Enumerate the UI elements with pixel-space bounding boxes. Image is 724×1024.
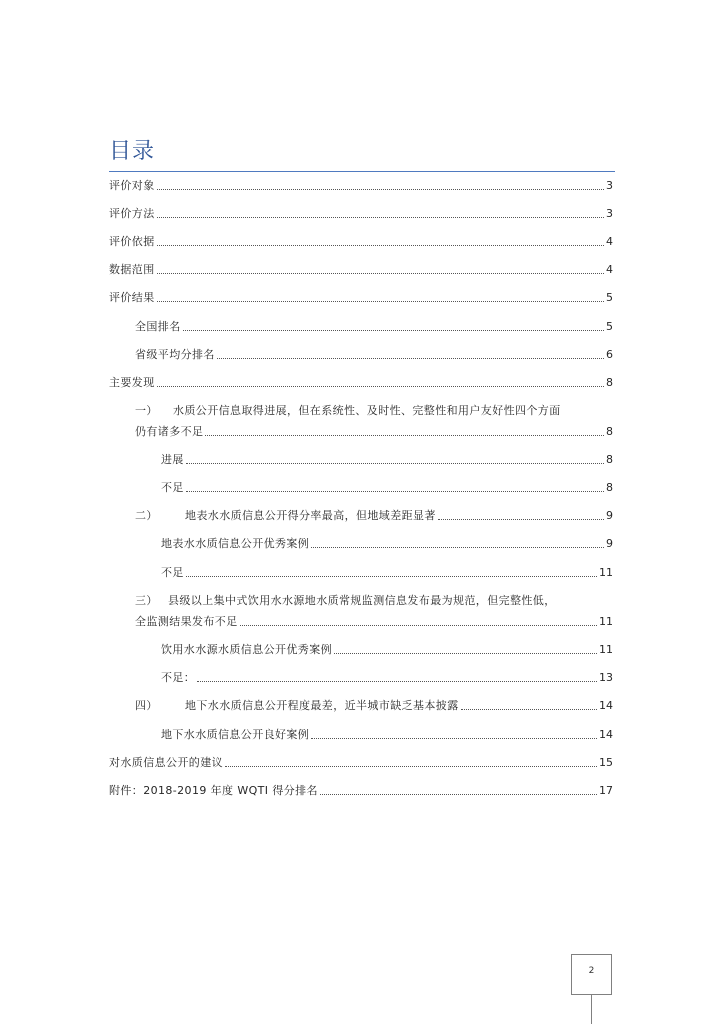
toc-entry-page: 15 <box>599 756 613 769</box>
dot-leader <box>311 547 604 548</box>
toc-entry-label: 地表水水质信息公开得分率最高，但地域差距显著 <box>185 509 436 522</box>
toc-entry-page: 11 <box>599 615 613 628</box>
page-number: 2 <box>588 966 595 976</box>
dot-leader <box>157 273 604 274</box>
toc-entry[interactable] <box>161 537 613 551</box>
toc-entry-page: 8 <box>606 453 613 466</box>
toc-entry-label-line1: 县级以上集中式饮用水水源地水质常规监测信息发布最为规范，但完整性低， <box>168 594 556 607</box>
dot-leader <box>157 245 604 246</box>
page-number-connector <box>591 995 592 1024</box>
toc-entry-page: 4 <box>606 263 613 276</box>
toc-entry-label: 数据范围 <box>109 263 155 276</box>
toc-entry[interactable] <box>161 728 613 742</box>
toc-entry[interactable] <box>109 207 613 221</box>
toc-entry[interactable] <box>109 235 613 249</box>
title-divider <box>109 171 615 172</box>
toc-entry-page: 8 <box>606 425 613 438</box>
toc-entry[interactable] <box>135 348 613 362</box>
toc-entry-page: 13 <box>599 671 613 684</box>
toc-entry-label: 主要发现 <box>109 376 155 389</box>
toc-entry[interactable] <box>109 784 613 798</box>
dot-leader <box>183 330 604 331</box>
toc-entry-label: 地下水水质信息公开程度最差，近半城市缺乏基本披露 <box>185 699 459 712</box>
dot-leader <box>320 794 597 795</box>
toc-entry-label: 附件：2018-2019 年度 WQTI 得分排名 <box>109 784 318 797</box>
toc-entry[interactable] <box>135 320 613 334</box>
dot-leader <box>186 491 604 492</box>
toc-entry[interactable] <box>135 425 613 439</box>
section-number: 一） <box>135 404 158 417</box>
toc-entry-label: 地表水水质信息公开优秀案例 <box>161 537 310 550</box>
toc-entry[interactable] <box>161 453 613 467</box>
toc-entry-page: 17 <box>599 784 613 797</box>
toc-entry[interactable] <box>161 566 613 580</box>
toc-entry-line1[interactable] <box>135 594 556 608</box>
toc-entry-label: 不足 <box>161 481 184 494</box>
dot-leader <box>217 358 604 359</box>
dot-leader <box>334 653 597 654</box>
toc-entry-page: 9 <box>606 509 613 522</box>
dot-leader <box>157 301 604 302</box>
dot-leader <box>197 681 597 682</box>
toc-entry-page: 6 <box>606 348 613 361</box>
toc-entry-page: 14 <box>599 699 613 712</box>
toc-entry[interactable] <box>161 671 613 685</box>
page-number-box <box>571 954 612 995</box>
toc-entry[interactable] <box>109 263 613 277</box>
dot-leader <box>240 625 597 626</box>
toc-entry-page: 9 <box>606 537 613 550</box>
toc-entry-label: 省级平均分排名 <box>135 348 215 361</box>
dot-leader <box>157 217 604 218</box>
toc-entry[interactable] <box>135 699 613 713</box>
toc-entry-page: 5 <box>606 320 613 333</box>
dot-leader <box>186 576 597 577</box>
toc-entry-label-line1: 水质公开信息取得进展，但在系统性、及时性、完整性和用户友好性四个方面 <box>173 404 561 417</box>
toc-entry-label: 评价依据 <box>109 235 155 248</box>
toc-entry-page: 11 <box>599 566 613 579</box>
toc-entry-page: 8 <box>606 376 613 389</box>
toc-entry-label: 进展 <box>161 453 184 466</box>
toc-entry-label: 不足 <box>161 566 184 579</box>
toc-entry-label: 饮用水水源水质信息公开优秀案例 <box>161 643 332 656</box>
toc-entry-label: 全监测结果发布不足 <box>135 615 238 628</box>
toc-entry-page: 3 <box>606 179 613 192</box>
toc-entry-page: 14 <box>599 728 613 741</box>
dot-leader <box>205 435 604 436</box>
toc-title: 目录 <box>109 139 156 164</box>
dot-leader <box>311 738 597 739</box>
toc-entry-page: 3 <box>606 207 613 220</box>
toc-entry-page: 4 <box>606 235 613 248</box>
toc-entry-line1[interactable] <box>135 404 561 418</box>
toc-entry-label: 评价结果 <box>109 291 155 304</box>
toc-entry-label: 全国排名 <box>135 320 181 333</box>
toc-entry[interactable] <box>135 615 613 629</box>
toc-entry-label: 仍有诸多不足 <box>135 425 204 438</box>
toc-entry[interactable] <box>161 643 613 657</box>
dot-leader <box>157 189 604 190</box>
toc-entry[interactable] <box>109 179 613 193</box>
section-number: 四） <box>135 699 158 712</box>
toc-entry[interactable] <box>109 376 613 390</box>
toc-entry-page: 5 <box>606 291 613 304</box>
toc-entry[interactable] <box>161 481 613 495</box>
dot-leader <box>157 386 604 387</box>
dot-leader <box>225 766 597 767</box>
section-number: 三） <box>135 594 158 607</box>
toc-entry-label: 评价对象 <box>109 179 155 192</box>
dot-leader <box>461 709 597 710</box>
toc-entry-label: 对水质信息公开的建议 <box>109 756 223 769</box>
dot-leader <box>186 463 604 464</box>
toc-entry[interactable] <box>109 291 613 305</box>
toc-entry-label: 地下水水质信息公开良好案例 <box>161 728 310 741</box>
toc-entry-label: 不足： <box>161 671 196 684</box>
toc-entry[interactable] <box>109 756 613 770</box>
dot-leader <box>438 519 604 520</box>
toc-entry-page: 8 <box>606 481 613 494</box>
toc-entry[interactable] <box>135 509 613 523</box>
section-number: 二） <box>135 509 158 522</box>
toc-entry-page: 11 <box>599 643 613 656</box>
toc-entry-label: 评价方法 <box>109 207 155 220</box>
